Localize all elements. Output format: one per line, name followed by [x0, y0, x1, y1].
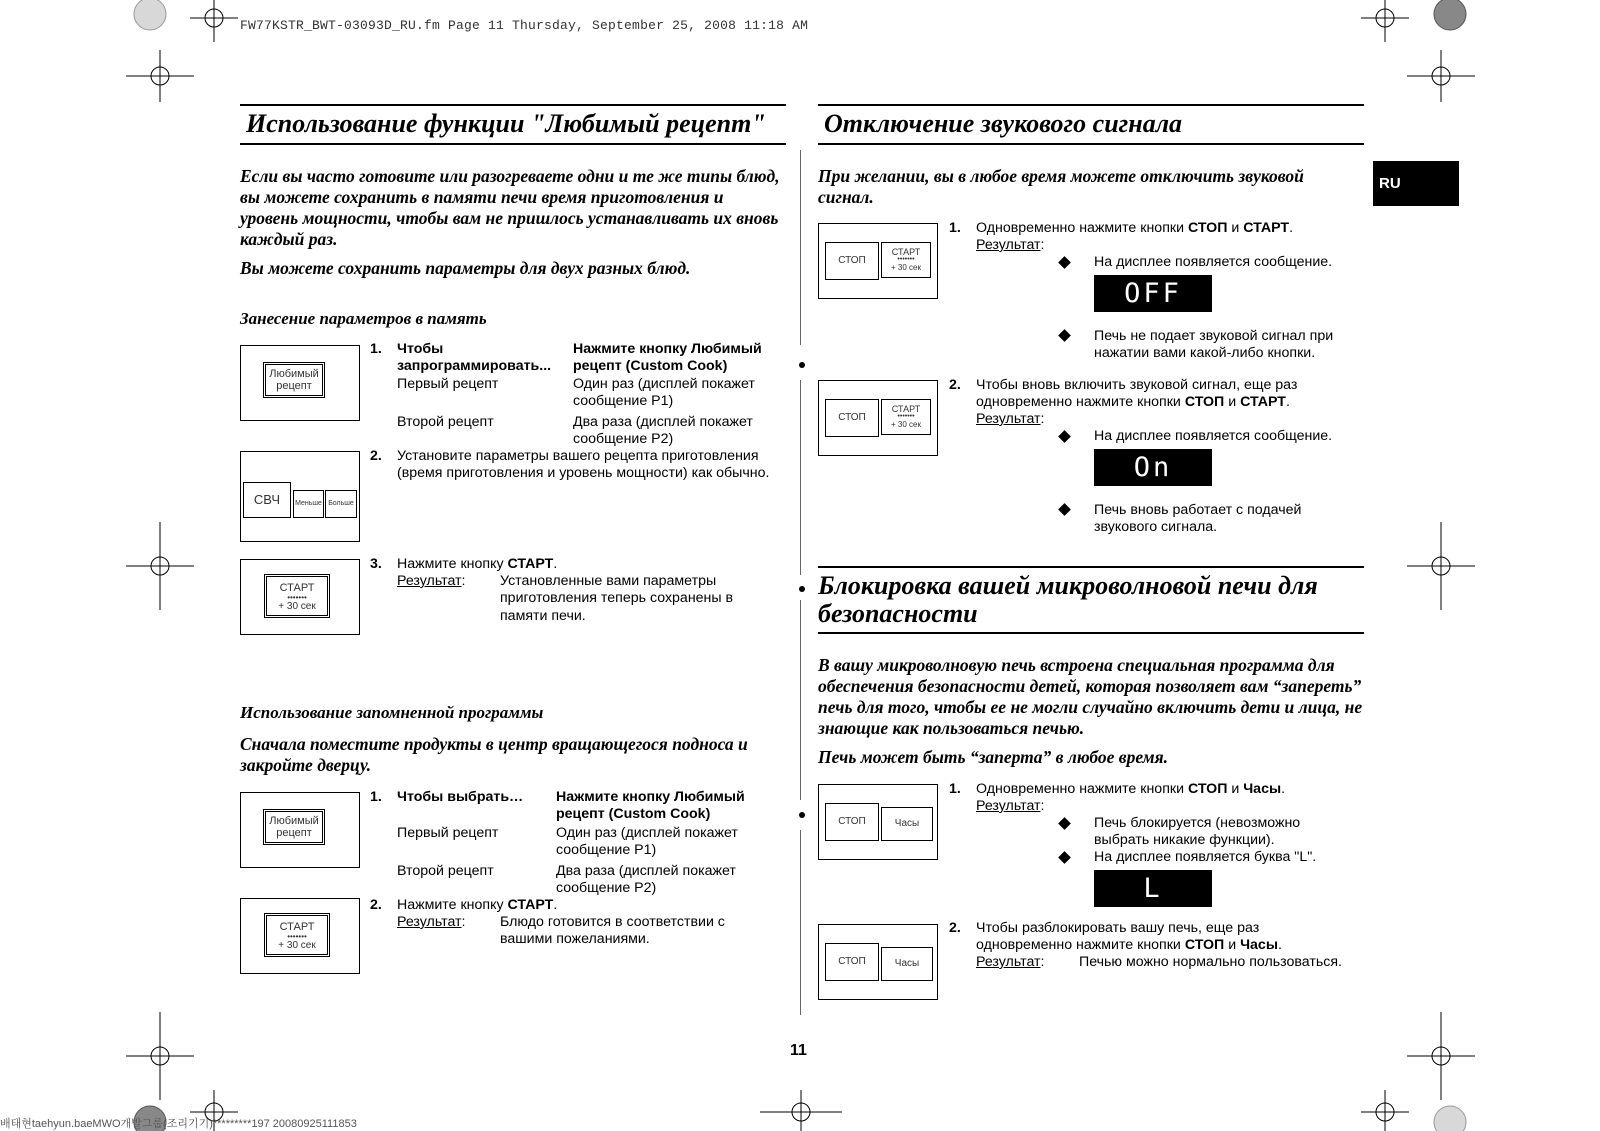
stop-button: СТОП — [825, 803, 879, 841]
step-text: Нажмите кнопку СТАРТ. — [397, 556, 558, 572]
panel-custom-cook — [240, 345, 360, 421]
divider-dot — [799, 812, 805, 818]
recipe-label: Второй рецепт — [397, 414, 494, 430]
lcd-display-on: On — [1094, 449, 1212, 486]
column-divider — [800, 830, 801, 1015]
result-text: Установленные вами параметры приготовления теперь сохранены в памяти печи. — [500, 573, 734, 624]
start-label: СТАРТ — [891, 247, 921, 257]
column-divider — [800, 150, 801, 345]
recipe-label: Второй рецепт — [397, 863, 494, 879]
page-number: 11 — [790, 1042, 807, 1059]
title-rule-bottom — [818, 143, 1364, 145]
panel-start — [240, 898, 360, 974]
start-button — [264, 913, 330, 957]
step-text: одновременно нажмите кнопки СТОП и Часы. — [976, 937, 1282, 953]
step-number: 2. — [370, 448, 382, 464]
start-sub: + 30 сек — [278, 940, 316, 951]
language-tab: RU — [1373, 161, 1459, 206]
starburst-icon — [134, 0, 166, 30]
file-header-line: FW77KSTR_BWT-03093D_RU.fm Page 11 Thursday, September 25, 2008 11:18 AM — [240, 18, 809, 33]
stop-button: СТОП — [825, 943, 879, 981]
section-title-child-lock: Блокировка вашей микроволновой печи для безопасности — [818, 571, 1318, 628]
recipe-desc: Один раз (дисплей покажет сообщение P1) — [556, 825, 738, 859]
step-col-header: Нажмите кнопку Любимый рецепт (Custom Cook) — [556, 789, 745, 823]
step-text: Установите параметры вашего рецепта приготовления (время приготовления и уровень мощности) как обычно. — [397, 448, 770, 482]
start-label: СТАРТ — [891, 404, 921, 414]
step-number: 2. — [949, 377, 961, 393]
step-number: 1. — [370, 341, 382, 357]
custom-cook-button: Любимый рецепт — [263, 809, 325, 845]
starburst-icon — [1434, 0, 1466, 30]
bullet-text: На дисплее появляется сообщение. — [1094, 428, 1333, 444]
result-label: Результат: — [976, 237, 1045, 253]
crosshair-icon — [760, 1090, 842, 1131]
start-dots: ••••••• — [897, 256, 915, 263]
crosshair-icon — [126, 50, 194, 102]
start-dots: ••••••• — [897, 413, 915, 420]
sound-intro: При желании, вы в любое время можете отключить звуковой сигнал. — [818, 166, 1304, 207]
step-number: 2. — [949, 920, 961, 936]
lock-intro-2: Печь может быть “заперта” в любое время. — [818, 747, 1169, 767]
crosshair-icon — [126, 522, 194, 610]
subheading-use: Использование запомненной программы — [240, 703, 544, 722]
panel-start — [240, 559, 360, 635]
start-label: СТАРТ — [279, 921, 315, 933]
panel-custom-cook — [240, 792, 360, 868]
intro-paragraph-2: Вы можете сохранить параметры для двух разных блюд. — [240, 258, 691, 278]
step-col-header: Чтобы выбрать… — [397, 789, 524, 805]
recipe-label: Первый рецепт — [397, 825, 499, 841]
bullet-text: На дисплее появляется сообщение. — [1094, 254, 1333, 270]
intro-paragraph: Если вы часто готовите или разогреваете одни и те же типы блюд, вы можете сохранить в памяти печи время приготовления и уровень мощности, чтобы вам не пришлось устанавливать их вновь каждый раз. — [240, 166, 780, 249]
panel-microwave — [240, 451, 360, 542]
crosshair-icon — [1407, 1012, 1475, 1100]
lcd-display-lock: L — [1094, 870, 1212, 907]
start-dots: ••••••• — [287, 593, 307, 602]
title-rule-top — [818, 104, 1364, 106]
step-text: Одновременно нажмите кнопки СТОП и СТАРТ. — [976, 220, 1294, 236]
step-text: одновременно нажмите кнопки СТОП и СТАРТ. — [976, 394, 1290, 410]
result-text: Печью можно нормально пользоваться. — [1079, 954, 1342, 970]
result-text: Блюдо готовится в соответствии с вашими пожеланиями. — [500, 914, 725, 948]
lcd-display-off: OFF — [1094, 275, 1212, 312]
crosshair-icon — [1361, 0, 1409, 42]
clock-button: Часы — [881, 947, 933, 981]
step-text: Чтобы разблокировать вашу печь, еще раз — [976, 920, 1260, 936]
recipe-desc: Один раз (дисплей покажет сообщение P1) — [573, 376, 755, 410]
step-col-header: Чтобы запрограммировать... — [397, 341, 552, 375]
bullet-text: Печь не подает звуковой сигнал при нажатии вами какой-либо кнопки. — [1094, 328, 1334, 362]
result-label: Результат: — [976, 411, 1045, 427]
bullet-text: Печь блокируется (невозможно выбрать никакие функции). — [1094, 815, 1301, 849]
crosshair-icon — [1407, 522, 1475, 610]
title-rule-bottom — [818, 632, 1364, 634]
recipe-label: Первый рецепт — [397, 376, 499, 392]
recipe-desc: Два раза (дисплей покажет сообщение P2) — [556, 863, 736, 897]
title-rule-top — [240, 104, 786, 106]
result-label: Результат: — [976, 954, 1045, 970]
step-number: 1. — [949, 781, 961, 797]
microwave-button: СВЧ — [243, 482, 291, 518]
start-button — [881, 242, 931, 278]
start-dots: ••••••• — [287, 932, 307, 941]
start-button — [264, 574, 330, 618]
crosshair-icon — [190, 0, 238, 42]
divider-dot — [799, 586, 805, 592]
footer-stamp: 배태현taehyun.baeMWO개발그룹(조리기기)*********197 20080925111853 — [0, 1118, 357, 1130]
panel-stop-clock — [818, 924, 938, 1000]
start-sub: + 30 сек — [278, 601, 316, 612]
crosshair-icon — [126, 1012, 194, 1100]
panel-stop-clock — [818, 784, 938, 860]
result-label: Результат: — [397, 914, 466, 930]
panel-stop-start — [818, 223, 938, 299]
bullet-text: На дисплее появляется буква "L". — [1094, 849, 1317, 865]
step-text: Чтобы вновь включить звуковой сигнал, еще раз — [976, 377, 1298, 393]
step-text: Одновременно нажмите кнопки СТОП и Часы. — [976, 781, 1286, 797]
start-sub: + 30 сек — [891, 420, 921, 429]
step-number: 3. — [370, 556, 382, 572]
step-number: 1. — [370, 789, 382, 805]
clock-button: Часы — [881, 807, 933, 841]
bullet-text: Печь вновь работает с подачей звукового сигнала. — [1094, 502, 1302, 536]
more-button: Больше — [325, 490, 357, 518]
step-number: 2. — [370, 897, 382, 913]
custom-cook-button: Любимый рецепт — [263, 362, 325, 398]
divider-dot — [799, 362, 805, 368]
lock-intro: В вашу микроволновую печь встроена специальная программа для обеспечения безопасности детей, которая позволяет вам “запереть” печь для того, чтобы ее не могли случайно включить дети и лица, не знающие как пользоваться печью. — [818, 655, 1363, 738]
recipe-desc: Два раза (дисплей покажет сообщение P2) — [573, 414, 753, 448]
section-title-sound-off: Отключение звукового сигнала — [824, 109, 1183, 138]
crosshair-icon — [1407, 50, 1475, 102]
column-divider — [800, 380, 801, 575]
stop-button: СТОП — [825, 399, 879, 437]
step-text: Нажмите кнопку СТАРТ. — [397, 897, 558, 913]
title-rule-bottom — [240, 143, 786, 145]
subheading-store: Занесение параметров в память — [240, 309, 487, 328]
title-rule-top — [818, 566, 1364, 568]
step-col-header: Нажмите кнопку Любимый рецепт (Custom Cook) — [573, 341, 762, 375]
section-title-custom-cook: Использование функции "Любимый рецепт" — [246, 109, 766, 138]
step-number: 1. — [949, 220, 961, 236]
result-label: Результат: — [976, 798, 1045, 814]
use-intro: Сначала поместите продукты в центр вращающегося подноса и закройте дверцу. — [240, 734, 748, 775]
start-label: СТАРТ — [279, 582, 315, 594]
less-button: Меньше — [293, 490, 324, 518]
column-divider — [800, 600, 801, 800]
stop-button: СТОП — [825, 242, 879, 280]
panel-stop-start — [818, 380, 938, 456]
starburst-icon — [1434, 1106, 1466, 1131]
start-sub: + 30 сек — [891, 263, 921, 272]
start-button — [881, 399, 931, 435]
result-label: Результат: — [397, 573, 466, 589]
crosshair-icon — [1361, 1090, 1409, 1131]
